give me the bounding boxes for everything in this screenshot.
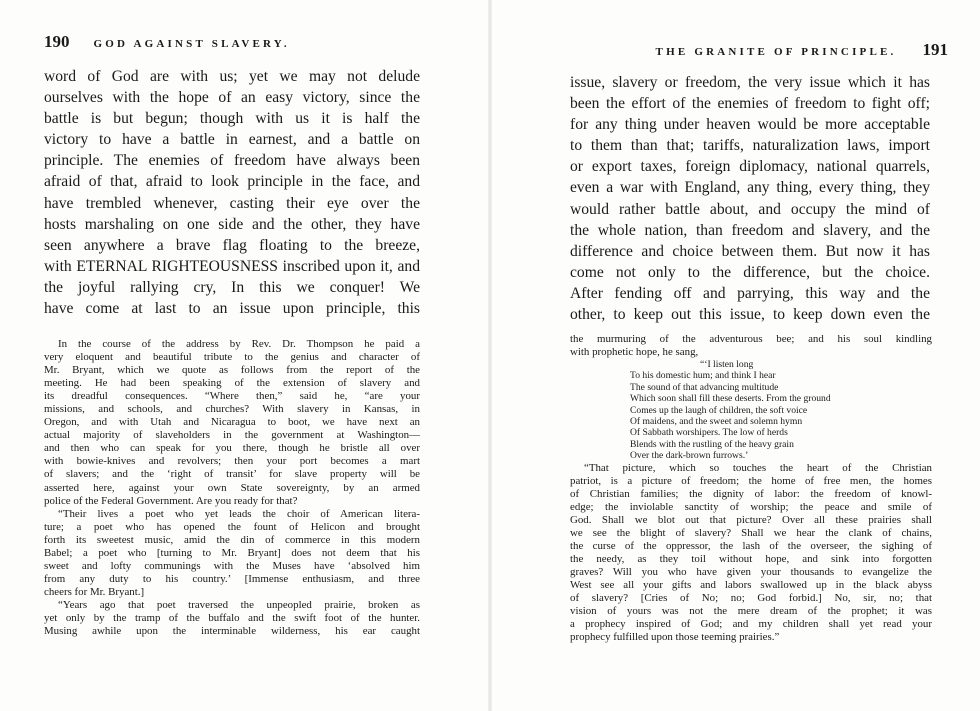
note-line: forth its sweetest music, amid the din of commerce in this modern	[44, 533, 420, 546]
body-line: or export taxes, foreign diplomacy, national quarrels,	[570, 158, 930, 176]
note-line: Babel; a poet who [turning to Mr. Bryant] does not deem that his	[44, 546, 420, 559]
page-number: 190	[44, 32, 70, 51]
poem-line: “‘I listen long	[700, 359, 754, 371]
note-line: actual majority of slaveholders in the government at Washington—	[44, 429, 420, 442]
note-line: cheers for Mr. Bryant.]	[44, 585, 145, 598]
body-line: the joyful rallying cry, In this we conquer! We	[44, 278, 420, 296]
note-line: yet only by the tramp of the buffalo and the swift foot of the hunter.	[44, 611, 420, 624]
body-text	[570, 72, 930, 325]
note-line: meeting. He had been speaking of the extension of slavery and	[44, 377, 420, 390]
running-head: GOD AGAINST SLAVERY.	[93, 38, 290, 50]
poem-line: The sound of that advancing multitude	[630, 381, 779, 393]
poem-line: Which soon shall fill these deserts. From the ground	[630, 393, 831, 405]
note-line: missions, and schools, and churches? With slavery in Kansas, in	[44, 403, 420, 416]
body-line: would rather battle about, and occupy the mind of	[570, 200, 930, 218]
page-number: 191	[922, 40, 948, 59]
body-line: afraid of that, afraid to look principle in the face, and	[44, 173, 420, 191]
body-line: have come at last to an issue upon principle, this	[44, 300, 420, 318]
poem-line: Blends with the rustling of the heavy grain	[630, 438, 794, 450]
note-line: Oregon, and with Utah and Nicaragua to boot, we have next an	[44, 416, 420, 429]
poem-line: To his domestic hum; and think I hear	[630, 370, 776, 382]
note-line: vision of yours was not the mere dream of the prophet; it was	[570, 605, 932, 618]
note-line: of slavers; and the ‘right of transit’ for slave property will be	[44, 468, 420, 481]
body-line: even a war with England, any thing, every thing, they	[570, 179, 930, 197]
note-line: patriot, is a picture of freedom; the home of free men, the homes	[570, 474, 932, 487]
footnote	[570, 333, 932, 644]
running-head: THE GRANITE OF PRINCIPLE.	[655, 46, 897, 58]
note-line: “That picture, which so touches the heart of the Christian	[584, 461, 932, 474]
note-line: and then who can speak for you there, though he bristle all over	[44, 442, 420, 455]
body-line: the whole nation, than freedom and slavery, and the	[570, 221, 930, 239]
note-line: prophecy fulfilled upon those teeming prairies.”	[570, 631, 780, 644]
note-line: the murmuring of the adventurous bee; and his soul kindling	[570, 333, 932, 345]
body-line: for any thing under heaven would be more acceptable	[570, 116, 930, 134]
note-line: with bowie-knives and revolvers; then your port becomes a mart	[44, 455, 420, 468]
right-page-header	[656, 40, 948, 60]
body-line: word of God are with us; yet we may not delude	[44, 68, 420, 85]
note-line: the needy, as they toil without hope, and sink into forgotten	[570, 552, 932, 565]
poem-quote	[570, 359, 932, 462]
body-text	[44, 66, 420, 319]
body-line: seen anywhere a brave flag floating to the breeze,	[44, 236, 420, 254]
body-line: to them than that; tariffs, naturalization laws, import	[570, 137, 930, 155]
note-line: of Christian families; the dignity of labor: the freedom of knowl-	[570, 487, 932, 500]
note-line: edge; the inviolable sanctity of worship; the peace and smile of	[570, 500, 932, 513]
note-line: a prophecy inspired of God; and my children shall yet read your	[570, 618, 932, 631]
note-line: from any duty to his country.’ [Immense enthusiasm, and three	[44, 572, 420, 585]
note-line: “Years ago that poet traversed the unpeopled prairie, broken as	[58, 598, 420, 611]
note-line: ture; a poet who has opened the fount of Helicon and brought	[44, 520, 420, 533]
body-line: issue, slavery or freedom, the very issue which it has	[570, 74, 930, 91]
body-line: have trembled whenever, casting their eye over the	[44, 194, 420, 212]
body-line: other, to keep out this issue, to keep down even the	[570, 306, 930, 324]
note-line: sweet and lofty communings with the Muses have ‘absolved him	[44, 559, 420, 572]
note-line: Musing awhile upon the interminable wilderness, his ear caught	[44, 625, 420, 638]
poem-line: Over the dark-brown furrows.’	[630, 450, 749, 462]
right-page	[490, 0, 980, 711]
note-line: In the course of the address by Rev. Dr. Thompson he paid a	[58, 338, 420, 350]
note-line: its dreadful consequences. “Where then,” said he, “are your	[44, 390, 420, 403]
note-line: police of the Federal Government. Are you ready for that?	[44, 494, 298, 507]
body-line: victory to have a battle in earnest, and a battle on	[44, 131, 420, 149]
body-line: difference and choice between them. But now it has	[570, 242, 930, 260]
poem-line: Of Sabbath worshipers. The low of herds	[630, 427, 788, 439]
note-line: “Their lives a poet who yet leads the choir of American litera-	[58, 507, 420, 520]
note-line: the curse of the oppressor, the lash of the overseer, the sighing of	[570, 539, 932, 552]
body-line: After fending off and parrying, this way and the	[570, 284, 930, 302]
note-line: we see the blight of slavery? Shall we hear the clank of chains,	[570, 526, 932, 539]
body-line: with ETERNAL RIGHTEOUSNESS inscribed upon it, and	[44, 257, 420, 275]
body-line: battle is but begun; though with us it is half the	[44, 110, 420, 128]
note-line: asserted here, against your own State sovereignty, by an armed	[44, 481, 420, 494]
body-line: come not only to the difference, but the choice.	[570, 263, 930, 281]
poem-line: Comes up the laugh of children, the soft voice	[630, 404, 808, 416]
poem-line: Of maidens, and the sweet and solemn hymn	[630, 416, 803, 428]
note-line: very eloquent and beautiful tribute to the genius and character of	[44, 351, 420, 364]
body-line: principle. The enemies of freedom have always been	[44, 152, 420, 170]
note-line: of slavery? [Cries of No; no; God forbid.] No, sir, no; that	[570, 592, 932, 605]
body-line: hosts marshaling on one side and the other, they have	[44, 215, 420, 233]
footnote	[44, 338, 420, 638]
body-line: ourselves with the hope of an easy victory, since the	[44, 89, 420, 107]
note-line: graves? Will you who have given your thousands to evangelize the	[570, 565, 932, 578]
left-page-header	[44, 32, 290, 52]
note-line: with prophetic hope, he sang,	[570, 346, 699, 359]
note-line: Mr. Bryant, which we quote as follows from the report of the	[44, 364, 420, 377]
note-line: West see all your gifts and labors swallowed up in the black abyss	[570, 579, 932, 592]
body-line: been the effort of the enemies of freedom to fight off;	[570, 95, 930, 113]
note-line: God. Shall we blot out that picture? Over all these prairies shall	[570, 513, 932, 526]
